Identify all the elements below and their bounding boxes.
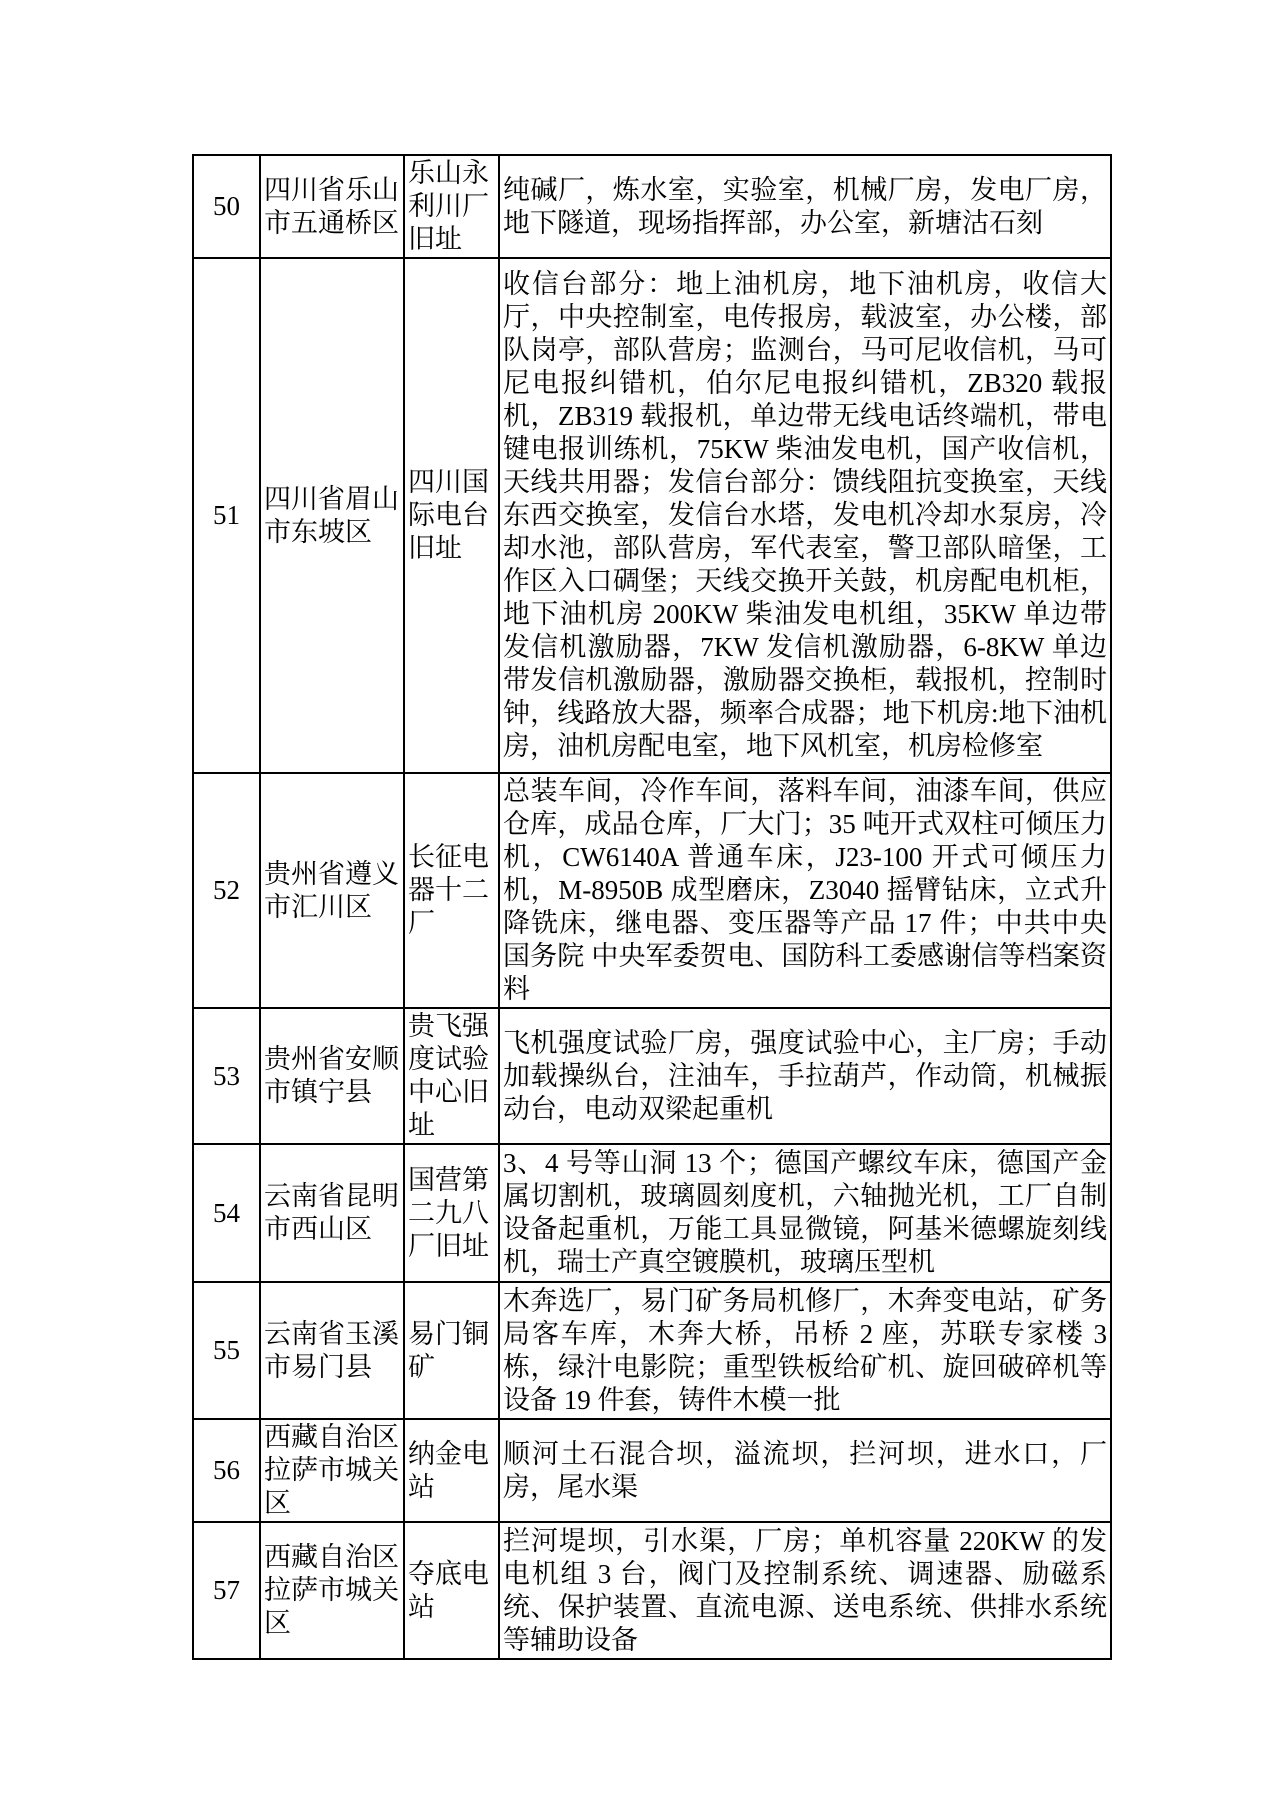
table-row xyxy=(193,1522,1111,1659)
row-remains-cell: 总装车间，冷作车间，落料车间，油漆车间，供应仓库，成品仓库，厂大门；35 吨开式双柱可倾压力机，CW6140A 普通车床，J23-100 开式可倾压力机，M-8950B 成型磨床，Z3040 摇臂钻床，立式升降铣床，继电器、变压器等产品 17 件；中共中央 国务院 中央军委贺电、国防科工委感谢信等档案资料 xyxy=(499,773,1111,1008)
row-number-cell: 53 xyxy=(193,1008,260,1144)
row-remains-cell: 纯碱厂，炼水室，实验室，机械厂房，发电厂房，地下隧道，现场指挥部，办公室，新塘沽石刻 xyxy=(499,155,1111,258)
row-site-name-cell: 易门铜矿 xyxy=(404,1282,499,1419)
table-row xyxy=(193,1144,1111,1282)
row-number-cell: 51 xyxy=(193,258,260,773)
table-row xyxy=(193,155,1111,258)
row-remains-cell: 木奔选厂，易门矿务局机修厂，木奔变电站，矿务局客车库，木奔大桥，吊桥 2 座，苏联专家楼 3 栋，绿汁电影院；重型铁板给矿机、旋回破碎机等设备 19 件套，铸件木模一批 xyxy=(499,1282,1111,1419)
row-remains-cell: 收信台部分：地上油机房，地下油机房，收信大厅，中央控制室，电传报房，载波室，办公楼，部队岗亭，部队营房；监测台，马可尼收信机，马可尼电报纠错机，伯尔尼电报纠错机，ZB320 载报机，ZB319 载报机，单边带无线电话终端机，带电键电报训练机，75KW 柴油发电机，国产收信机，天线共用器；发信台部分：馈线阻抗变换室，天线东西交换室，发信台水塔，发电机冷却水泵房，冷却水池，部队营房，军代表室，警卫部队暗堡，工作区入口碉堡；天线交换开关鼓，机房配电机柜，地下油机房 200KW 柴油发电机组，35KW 单边带发信机激励器，7KW 发信机激励器，6-8KW 单边带发信机激励器，激励器交换柜，载报机，控制时钟，线路放大器，频率合成器；地下机房:地下油机房，油机房配电室，地下风机室，机房检修室 xyxy=(499,258,1111,773)
row-location-cell: 四川省乐山市五通桥区 xyxy=(260,155,404,258)
row-number-cell: 52 xyxy=(193,773,260,1008)
row-site-name-cell: 国营第二九八厂旧址 xyxy=(404,1144,499,1282)
row-number-cell: 54 xyxy=(193,1144,260,1282)
row-number-cell: 50 xyxy=(193,155,260,258)
row-location-cell: 西藏自治区拉萨市城关区 xyxy=(260,1522,404,1659)
row-site-name-cell: 贵飞强度试验中心旧址 xyxy=(404,1008,499,1144)
heritage-sites-table xyxy=(192,154,1112,1660)
table-row xyxy=(193,1008,1111,1144)
row-site-name-cell: 纳金电站 xyxy=(404,1419,499,1522)
row-location-cell: 云南省玉溪市易门县 xyxy=(260,1282,404,1419)
table-row xyxy=(193,1419,1111,1522)
table-row xyxy=(193,773,1111,1008)
row-site-name-cell: 长征电器十二厂 xyxy=(404,773,499,1008)
row-remains-cell: 顺河土石混合坝，溢流坝，拦河坝，进水口，厂房，尾水渠 xyxy=(499,1419,1111,1522)
row-number-cell: 57 xyxy=(193,1522,260,1659)
row-number-cell: 56 xyxy=(193,1419,260,1522)
row-location-cell: 贵州省遵义市汇川区 xyxy=(260,773,404,1008)
row-location-cell: 贵州省安顺市镇宁县 xyxy=(260,1008,404,1144)
row-location-cell: 云南省昆明市西山区 xyxy=(260,1144,404,1282)
table-row xyxy=(193,1282,1111,1419)
row-site-name-cell: 乐山永利川厂旧址 xyxy=(404,155,499,258)
table-row xyxy=(193,258,1111,773)
row-remains-cell: 飞机强度试验厂房，强度试验中心，主厂房；手动加载操纵台，注油车，手拉葫芦，作动筒，机械振动台，电动双梁起重机 xyxy=(499,1008,1111,1144)
row-number-cell: 55 xyxy=(193,1282,260,1419)
row-remains-cell: 拦河堤坝，引水渠，厂房；单机容量 220KW 的发电机组 3 台，阀门及控制系统、调速器、励磁系统、保护装置、直流电源、送电系统、供排水系统等辅助设备 xyxy=(499,1522,1111,1659)
row-location-cell: 西藏自治区拉萨市城关区 xyxy=(260,1419,404,1522)
row-site-name-cell: 四川国际电台旧址 xyxy=(404,258,499,773)
row-location-cell: 四川省眉山市东坡区 xyxy=(260,258,404,773)
row-remains-cell: 3、4 号等山洞 13 个；德国产螺纹车床，德国产金属切割机，玻璃圆刻度机，六轴抛光机，工厂自制设备起重机，万能工具显微镜，阿基米德螺旋刻线机，瑞士产真空镀膜机，玻璃压型机 xyxy=(499,1144,1111,1282)
row-site-name-cell: 夺底电站 xyxy=(404,1522,499,1659)
